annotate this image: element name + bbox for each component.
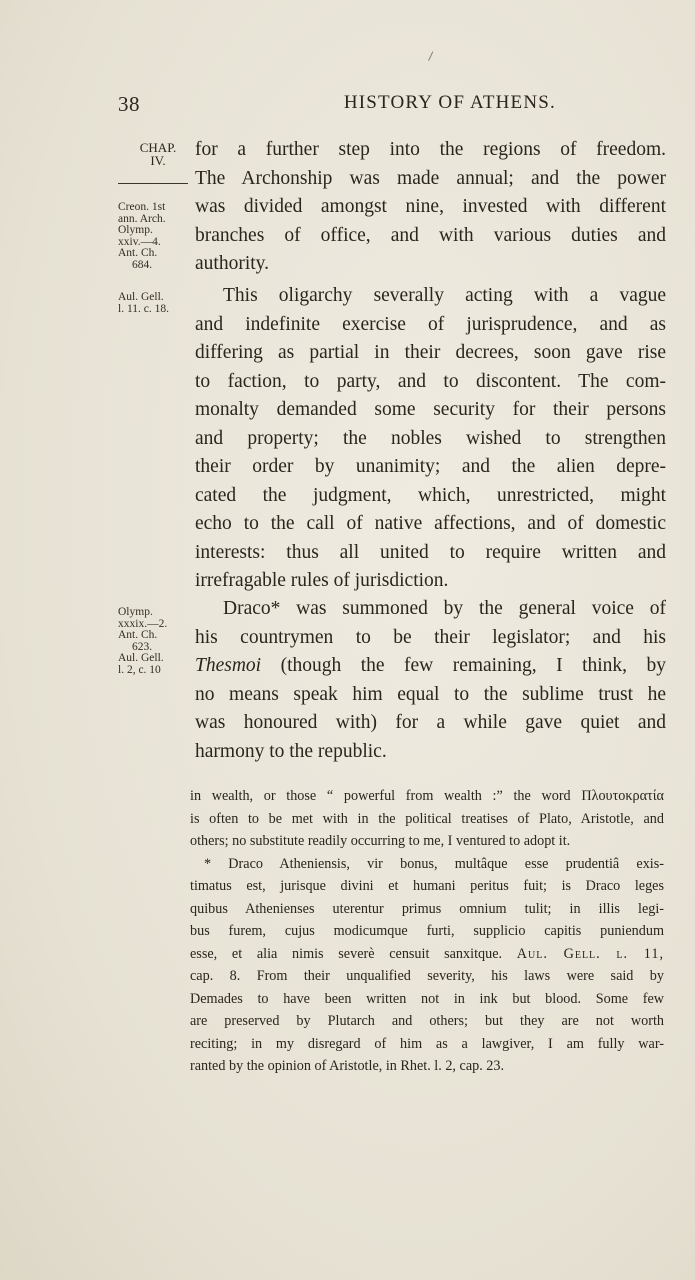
margin-note bbox=[118, 292, 198, 315]
footnote-line: * Draco Atheniensis, vir bonus, multâque esse prudentiâ exis- bbox=[204, 855, 664, 872]
text-line: his countrymen to be their legislator; and his bbox=[195, 626, 666, 648]
paragraph bbox=[195, 282, 666, 596]
footnote-line: Demades to have been written not in ink but blood. Some few bbox=[190, 990, 664, 1007]
margin-note-line: Olymp. bbox=[118, 224, 153, 236]
text-line: interests: thus all united to require written and bbox=[195, 541, 666, 563]
footnote-line: is often to be met with in the political treatises of Plato, Aristotle, and bbox=[190, 810, 664, 827]
margin-note bbox=[118, 202, 198, 271]
text-line: Draco* was summoned by the general voice of bbox=[223, 598, 666, 619]
footnote-line: are preserved by Plutarch and others; but they are not worth bbox=[190, 1013, 664, 1029]
margin-note-line: Ant. Ch. bbox=[118, 247, 158, 259]
margin-note-line: Olymp. bbox=[118, 606, 153, 618]
text-line: differing as partial in their decrees, soon gave rise bbox=[195, 342, 666, 363]
text-line: The Archonship was made annual; and the power bbox=[195, 167, 666, 189]
running-title: HISTORY OF ATHENS. bbox=[343, 92, 556, 113]
text-line: for a further step into the regions of freedom. bbox=[195, 139, 666, 160]
page-header bbox=[118, 92, 556, 122]
footnote-line: quibus Athenienses uterentur primus omnium tulit; in illis legi- bbox=[190, 900, 664, 917]
margin-note-line: xxxix.—2. bbox=[118, 617, 168, 630]
text-line: irrefragable rules of jurisdiction. bbox=[195, 570, 449, 591]
text-line: their order by unanimity; and the alien depre- bbox=[195, 456, 666, 477]
text-line: echo to the call of native affections, and of domestic bbox=[195, 513, 666, 534]
margin-note-line: l. 2, c. 10 bbox=[118, 663, 161, 676]
page-mark bbox=[428, 51, 437, 62]
text-line: and indefinite exercise of jurisprudence, and as bbox=[195, 313, 666, 335]
margin-note-line: 684. bbox=[132, 258, 153, 271]
text-line: was honoured with) for a while gave quiet and bbox=[195, 712, 666, 733]
paragraph bbox=[195, 595, 666, 766]
text-line: and property; the nobles wished to strengthen bbox=[195, 427, 666, 449]
margin-note-line: Aul. Gell. bbox=[118, 652, 164, 664]
chapter-numeral: IV. bbox=[150, 153, 166, 168]
text-line: to faction, to party, and to discontent. The com- bbox=[195, 370, 666, 392]
margin-note-line: Ant. Ch. bbox=[118, 629, 158, 641]
margin-note-line: l. 11. c. 18. bbox=[118, 302, 169, 315]
margin-note-line: xxiv.—4. bbox=[118, 235, 161, 248]
footnote-line bbox=[190, 943, 664, 966]
citation: Aul. Gell. l. 11, bbox=[516, 945, 665, 962]
chapter-label bbox=[133, 141, 183, 167]
text-line: This oligarchy severally acting with a vague bbox=[223, 285, 666, 306]
chapter-rule bbox=[118, 183, 188, 184]
margin-note bbox=[118, 607, 198, 676]
text-line: branches of office, and with various duties and bbox=[195, 224, 666, 246]
text-line: was divided amongst nine, invested with different bbox=[195, 196, 666, 217]
chapter-word: CHAP. bbox=[139, 140, 177, 155]
text-fragment: esse, et alia nimis severè censuit sanxitque. bbox=[190, 945, 503, 962]
text-line: authority. bbox=[195, 253, 270, 274]
margin-note-line: Aul. Gell. bbox=[118, 291, 164, 303]
text-line: monalty demanded some security for their persons bbox=[195, 399, 666, 420]
text-line: harmony to the republic. bbox=[195, 740, 387, 762]
text-line bbox=[195, 652, 666, 681]
footnotes bbox=[190, 785, 664, 1078]
margin-note-line: 623. bbox=[132, 640, 153, 653]
footnote-line: reciting; in my disregard of him as a lawgiver, I am fully war- bbox=[190, 1035, 664, 1052]
footnote-line: others; no substitute readily occurring to me, I ventured to adopt it. bbox=[190, 833, 571, 849]
footnote-line: in wealth, or those “ powerful from wealth :” the word Πλουτοκρατία bbox=[190, 788, 664, 804]
margin-note-line: ann. Arch. bbox=[118, 212, 166, 225]
margin-note-line: Creon. 1st bbox=[118, 201, 166, 213]
page-number: 38 bbox=[118, 92, 140, 116]
text-line: no means speak him equal to the sublime trust he bbox=[195, 683, 666, 705]
footnote-line: cap. 8. From their unqualified severity, his laws were said by bbox=[190, 968, 664, 984]
text-fragment: (though the few remaining, I think, by bbox=[280, 655, 667, 676]
footnote-line: ranted by the opinion of Aristotle, in Rhet. l. 2, cap. 23. bbox=[190, 1058, 505, 1074]
footnote-line: bus furem, cujus modicumque furti, supplicio capitis puniendum bbox=[190, 923, 664, 939]
footnote-line: timatus est, jurisque divini et humani peritus fuit; is Draco leges bbox=[190, 878, 664, 894]
italic-term: Thesmoi bbox=[195, 655, 262, 676]
paragraph bbox=[195, 136, 666, 279]
text-line: cated the judgment, which, unrestricted, might bbox=[195, 484, 666, 506]
